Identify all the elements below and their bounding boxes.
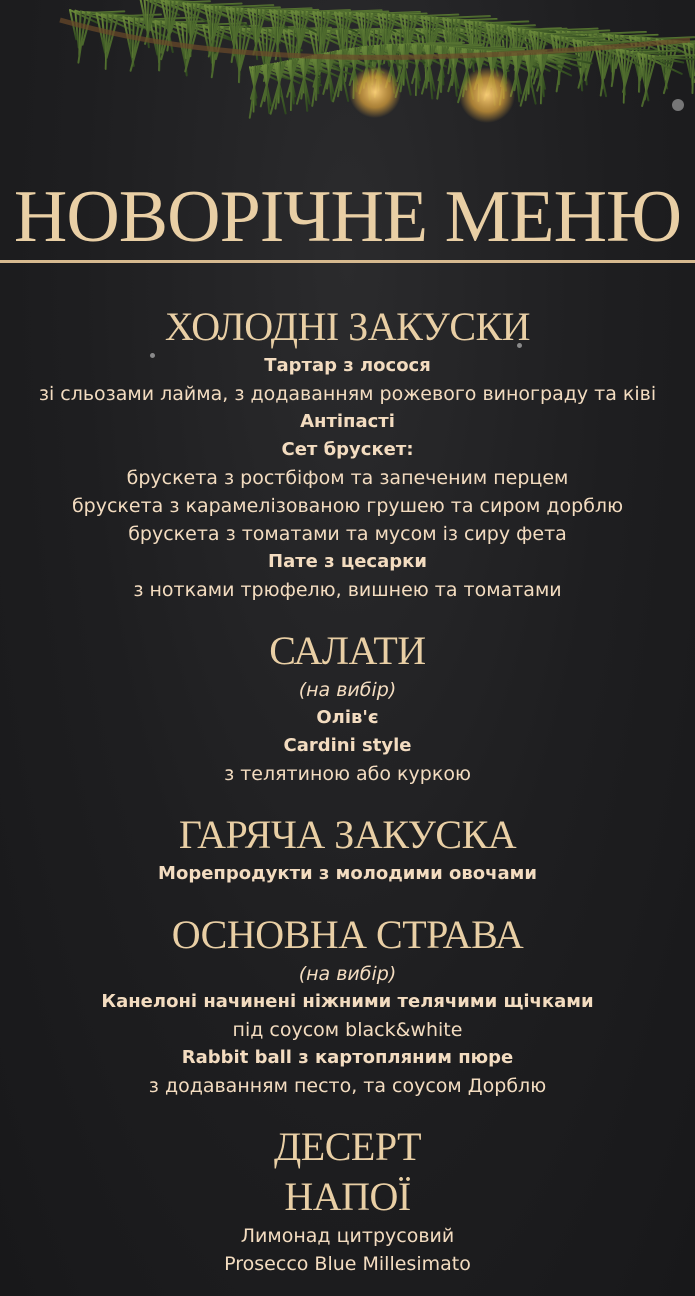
section-title: ОСНОВНА СТРАВА xyxy=(171,912,524,957)
dish-name: Пате з цесарки xyxy=(268,551,427,572)
section-spacer xyxy=(0,1100,695,1122)
section-spacer xyxy=(0,888,695,910)
dish-description: зі сльозами лайма, з додаванням рожевого винограду та ківі xyxy=(38,383,657,405)
section-spacer xyxy=(0,788,695,810)
section-title: НАПОЇ xyxy=(284,1174,411,1219)
dish-description: з додаванням песто, та соусом Дорблю xyxy=(148,1075,547,1097)
page-title: НОВОРІЧНЕ МЕНЮ xyxy=(13,176,682,258)
menu-section xyxy=(0,910,695,1100)
dish-name: Тартар з лосося xyxy=(264,355,431,376)
menu-section xyxy=(0,626,695,788)
dish-description: під соусом black&white xyxy=(232,1019,463,1041)
menu-section xyxy=(0,302,695,604)
menu-section xyxy=(0,810,695,888)
dish-name: Канелоні начинені ніжними телячими щічками xyxy=(101,991,594,1012)
title-divider xyxy=(0,260,695,263)
dish-name: Rabbit ball з картопляним пюре xyxy=(181,1047,514,1068)
dish-description: з нотками трюфелю, вишнею та томатами xyxy=(133,579,562,601)
section-spacer xyxy=(0,604,695,626)
dish-description: брускета з томатами та мусом із сиру фета xyxy=(128,523,567,545)
section-title: САЛАТИ xyxy=(269,628,426,673)
dish-description: брускета з ростбіфом та запеченим перцем xyxy=(126,467,569,489)
dish-name: Олів'є xyxy=(316,707,379,728)
dish-description: з телятиною або куркою xyxy=(224,763,471,785)
dish-name: Морепродукти з молодими овочами xyxy=(158,863,537,884)
section-title: ДЕСЕРТ xyxy=(274,1124,421,1169)
dish-description: Prosecco Blue Millesimato xyxy=(224,1253,471,1275)
section-note: (на вибір) xyxy=(298,963,397,985)
section-title: ХОЛОДНІ ЗАКУСКИ xyxy=(164,304,531,349)
menu-section xyxy=(0,1122,695,1172)
section-note: (на вибір) xyxy=(298,679,397,701)
dish-name: Cardini style xyxy=(283,735,412,756)
menu-list xyxy=(0,302,695,1278)
section-title: ГАРЯЧА ЗАКУСКА xyxy=(178,812,517,857)
dish-name: Антіпасті xyxy=(300,411,395,432)
dish-description: Лимонад цитрусовий xyxy=(240,1225,455,1247)
dish-description: брускета з карамелізованою грушею та сиром дорблю xyxy=(71,495,624,517)
pine-branch-decoration xyxy=(0,0,695,170)
dish-name: Сет брускет: xyxy=(281,439,414,460)
menu-section xyxy=(0,1172,695,1278)
